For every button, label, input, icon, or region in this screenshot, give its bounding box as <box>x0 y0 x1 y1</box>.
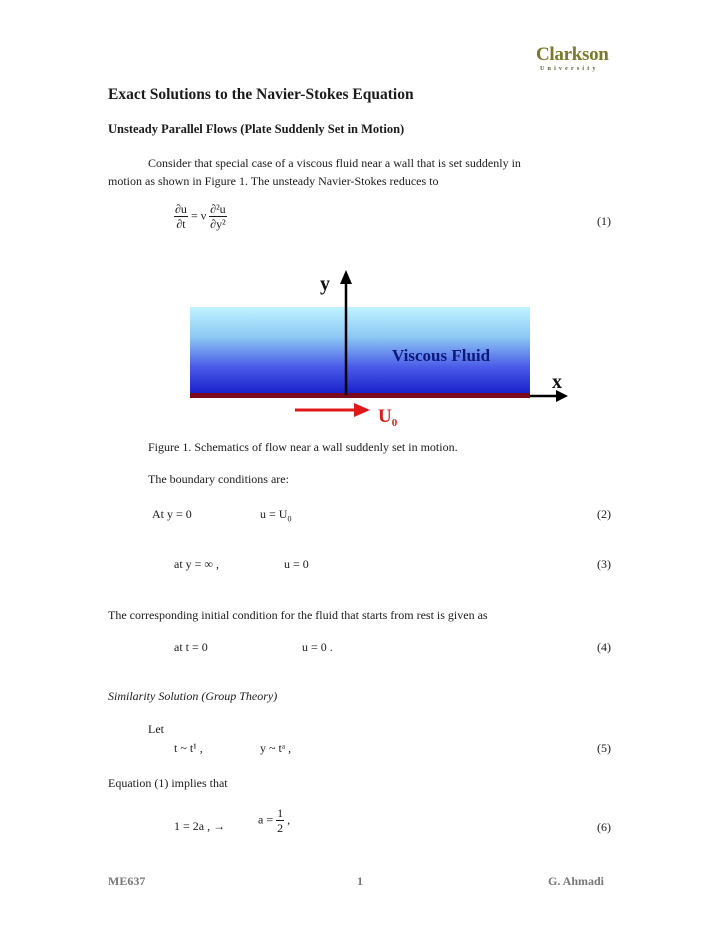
y-axis-arrowhead <box>340 270 352 284</box>
eq1-numerator-left: ∂u <box>175 202 187 216</box>
intro-line-2: motion as shown in Figure 1. The unsteady Navier-Stokes reduces to <box>108 174 439 188</box>
velocity-arrow-icon <box>354 403 370 417</box>
eq1-denominator-left: ∂t <box>176 217 186 231</box>
eq2-value <box>260 507 291 523</box>
intro-line-1: Consider that special case of a viscous fluid near a wall that is set suddenly in <box>148 156 521 170</box>
page-title: Exact Solutions to the Navier-Stokes Equation <box>108 86 414 103</box>
equation-1-number: (1) <box>597 214 611 228</box>
eq3-condition: at y = ∞ , <box>174 557 219 571</box>
let-label: Let <box>148 722 164 736</box>
clarkson-logo: Clarkson <box>536 44 609 65</box>
x-axis-label: x <box>552 371 562 393</box>
eq2-condition: At y = 0 <box>152 507 192 521</box>
eq2-value-main: u = U <box>260 507 288 521</box>
eq1-fraction-left <box>174 202 188 231</box>
eq6-a-equals: a = <box>258 812 274 827</box>
equation-5-number: (5) <box>597 741 611 755</box>
eq2-value-subscript: 0 <box>287 514 292 524</box>
velocity-label-subscript: 0 <box>391 417 398 429</box>
equation-3-number: (3) <box>597 557 611 571</box>
eq4-condition: at t = 0 <box>174 640 208 654</box>
eq6-fraction <box>276 806 284 835</box>
equation-4-number: (4) <box>597 640 611 654</box>
figure-1-diagram <box>180 262 580 432</box>
section-subtitle: Unsteady Parallel Flows (Plate Suddenly Set in Motion) <box>108 122 405 136</box>
ic-intro: The corresponding initial condition for the fluid that starts from rest is given as <box>108 608 488 622</box>
equation-6-number: (6) <box>597 820 611 834</box>
figure-1-caption: Figure 1. Schematics of flow near a wall suddenly set in motion. <box>148 440 458 454</box>
footer-page-number: 1 <box>357 874 363 888</box>
equation-1 <box>174 202 227 231</box>
eq1-numerator-right: ∂²u <box>210 202 226 216</box>
eq4-value: u = 0 . <box>302 640 333 654</box>
intro-paragraph <box>108 154 614 190</box>
velocity-label <box>378 406 398 429</box>
viscous-fluid-label: Viscous Fluid <box>392 346 491 365</box>
y-axis-label: y <box>320 273 330 295</box>
eq6-left: 1 = 2a , → <box>174 819 226 833</box>
eq3-value: u = 0 <box>284 557 309 571</box>
eq6-numerator: 1 <box>277 806 284 820</box>
eq1-fraction-right <box>209 202 227 231</box>
velocity-label-main: U <box>378 406 392 427</box>
clarkson-logo-subtitle: University <box>540 66 599 72</box>
eq6-denominator: 2 <box>277 821 284 835</box>
equation-2-number: (2) <box>597 507 611 521</box>
eq5-right: y ~ tᵃ , <box>260 741 292 755</box>
eq5-left: t ~ t¹ , <box>174 741 203 755</box>
eq6-comma: , <box>287 812 291 827</box>
footer-author: G. Ahmadi <box>548 874 605 888</box>
moving-wall <box>190 393 530 398</box>
eq1-equals-nu: = ν <box>190 208 207 223</box>
eq1-denominator-right: ∂y² <box>210 217 226 231</box>
footer-course: ME637 <box>108 874 146 888</box>
equation-6-right <box>258 806 290 835</box>
implies-text: Equation (1) implies that <box>108 776 228 790</box>
similarity-heading: Similarity Solution (Group Theory) <box>108 689 278 703</box>
bc-intro: The boundary conditions are: <box>148 472 289 486</box>
